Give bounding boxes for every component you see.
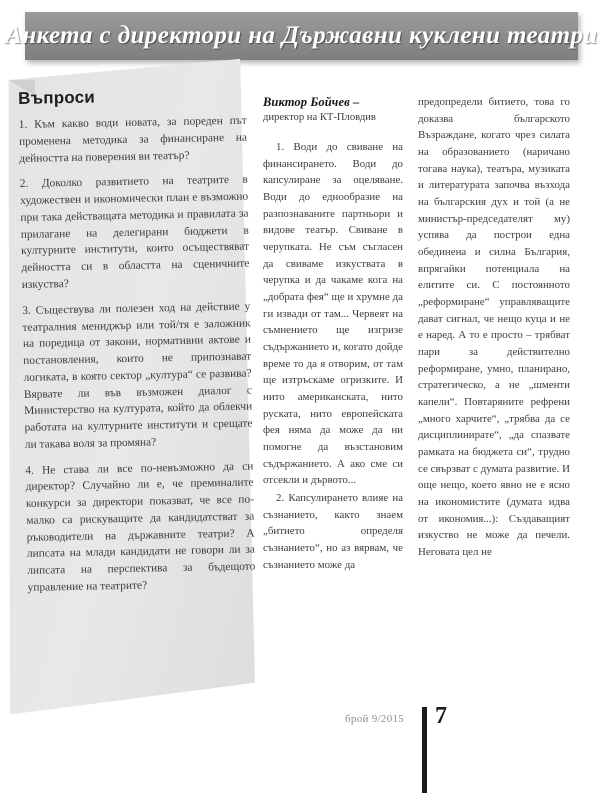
footer-divider-rule	[422, 707, 427, 793]
questions-heading: Въпроси	[18, 87, 96, 108]
answer-column-middle	[263, 94, 403, 574]
question-item: 2. Доколко развитието на театрите в художествен и икономически план е възможно при така действащата методика и правилата за прилагане на делегирани бюджети в културните институти, които осъществяват дейността си в областта на сценичните изкуства?	[19, 173, 250, 291]
byline-role: директор на КТ-Пловдив	[263, 112, 376, 124]
page-footer	[345, 705, 585, 795]
questions-column	[18, 84, 256, 606]
masthead-title: Анкета с директори на Държавни куклени театри	[5, 22, 598, 49]
answer-paragraph: 1. Води до свиване на финансирането. Води до капсулиране за оцеляване. Води до еднообразие на разпознаваните партньори и видове театър. Свиване в черупката. Не съм съгласен да свиваме изкуствата в черупка и да чакаме кога на „добрата фея“ ще и хрумне да ги извади от там... Червеят на съмнението ще изгризе съдържанието и, когато дойде време то да я отворим, от там ще изтръскаме огризките. И нито американската, нито руската, нито европейската фея няма да може да ни помогне да възстановим съдържанието. А ако сме си отсекли и дървото...	[263, 141, 403, 487]
page-number: 7	[435, 703, 447, 729]
answer-column-right	[418, 94, 570, 562]
answer-paragraph: 2. Капсулирането влияе на съзнанието, както знаем „битието определя съзнанието“, но аз вярвам, че съзнанието може да	[263, 492, 403, 571]
byline-name: Виктор Бойчев –	[263, 95, 360, 109]
question-item: 1. Към какво води новата, за пореден път променена методика за финансиране на дейността на поверения ви театър?	[18, 114, 248, 165]
question-item: 4. Не става ли все по-невъзможно да си директор? Случайно ли е, че преминалите конкурси за директори показват, че все по-малко са рискуващите да кандидатстват за ръководители на държавните театри? А липсата на млади кандидати не говори ли за липсата на перспектива за бъдещото управление на театрите?	[25, 460, 256, 594]
question-item: 3. Съществува ли полезен ход на действие у театралния мениджър или той/тя е заложник на поредица от закони, нормативни актове и постановления, които не припознават логиката, в която сектор „култура“ се развива? Вярвате ли във възможен диалог с Министерство на културата, който да облекчи работата на културните институти и срещате ли такава воля за промяна?	[22, 300, 253, 451]
answer-paragraph: предопредели битието, това го доказва българското Възраждане, когато чрез силата на образованието (наричано тогава наука), театъра, музиката и литературата започва възхода на българския дух и той (а не министър-председателят му) успява да построи една обединена и силна България, впрягайки потенциала на елитите си. С постоянното „реформиране“ управляващите дават сигнал, че нещо куца и не е наред. А то е просто – трябват пари за действително реформиране, умно, планирано, стратегическо, а не „шменти капели“. Повтаряните рефрени „много харчите“, „трябва да се дисциплинирате“, „да спазвате рамката на бюджета си“, трудно се свързват с думата развитие. И още нещо, което явно не е ясно на икономистите (думата идва от икономия...): Създаващият изкуство не може да печели. Неговата цел не	[418, 96, 570, 559]
masthead-bar	[5, 12, 598, 60]
issue-label: брой 9/2015	[345, 713, 405, 725]
